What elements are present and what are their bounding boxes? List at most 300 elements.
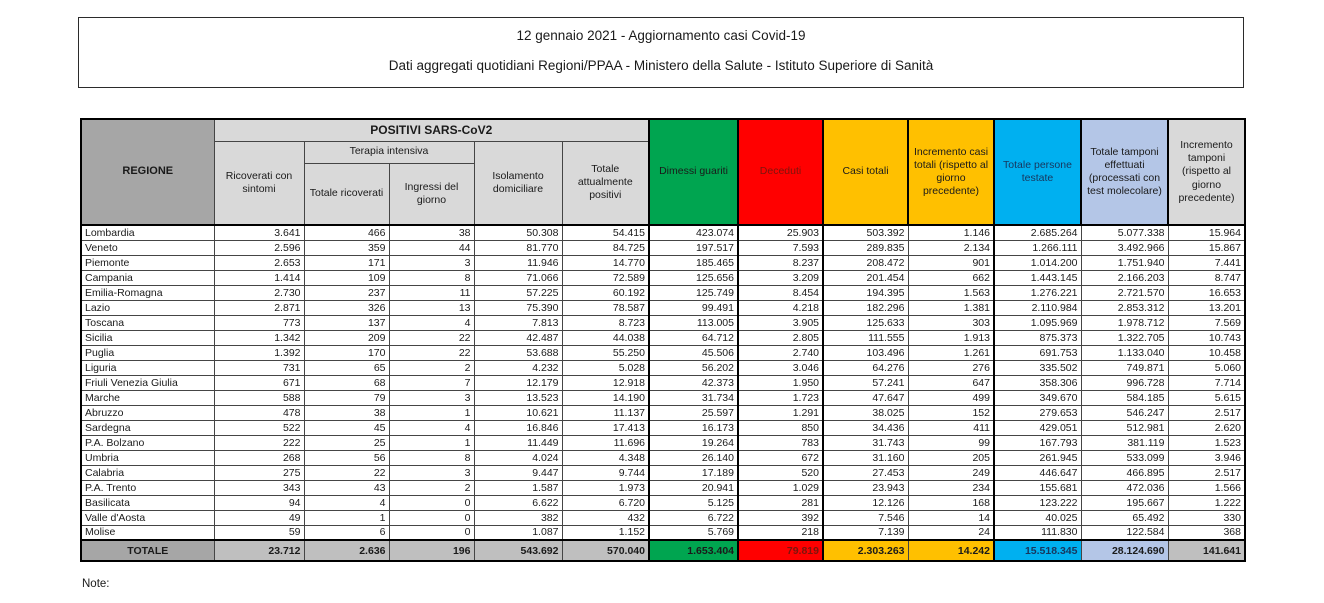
table-row	[81, 525, 1245, 540]
value-cell: 289.835	[823, 240, 908, 255]
value-cell: 472.036	[1081, 480, 1168, 495]
table-row	[81, 420, 1245, 435]
value-cell: 125.749	[649, 285, 738, 300]
value-cell: 168	[908, 495, 994, 510]
value-cell: 3	[389, 255, 474, 270]
value-cell: 4.218	[738, 300, 823, 315]
value-cell: 368	[1168, 525, 1245, 540]
value-cell: 50.308	[474, 225, 562, 240]
value-cell: 382	[474, 510, 562, 525]
value-cell: 261.945	[994, 450, 1081, 465]
totale-value-cell: 15.518.345	[994, 540, 1081, 561]
value-cell: 1.222	[1168, 495, 1245, 510]
totale-value-cell: 14.242	[908, 540, 994, 561]
value-cell: 11.449	[474, 435, 562, 450]
value-cell: 47.647	[823, 390, 908, 405]
table-row	[81, 480, 1245, 495]
value-cell: 268	[214, 450, 304, 465]
value-cell: 68	[304, 375, 389, 390]
value-cell: 330	[1168, 510, 1245, 525]
totale-value-cell: 1.653.404	[649, 540, 738, 561]
title-box	[78, 17, 1244, 88]
value-cell: 13	[389, 300, 474, 315]
header-regione: REGIONE	[81, 119, 214, 225]
table-row	[81, 360, 1245, 375]
value-cell: 5.028	[562, 360, 649, 375]
totale-row	[81, 540, 1245, 561]
value-cell: 1	[304, 510, 389, 525]
value-cell: 16.173	[649, 420, 738, 435]
value-cell: 122.584	[1081, 525, 1168, 540]
value-cell: 1.381	[908, 300, 994, 315]
value-cell: 1.950	[738, 375, 823, 390]
value-cell: 72.589	[562, 270, 649, 285]
value-cell: 17.189	[649, 465, 738, 480]
totale-value-cell: 23.712	[214, 540, 304, 561]
value-cell: 584.185	[1081, 390, 1168, 405]
value-cell: 185.465	[649, 255, 738, 270]
value-cell: 2.653	[214, 255, 304, 270]
value-cell: 12.126	[823, 495, 908, 510]
table-row	[81, 240, 1245, 255]
value-cell: 7	[389, 375, 474, 390]
value-cell: 11.137	[562, 405, 649, 420]
value-cell: 749.871	[1081, 360, 1168, 375]
value-cell: 2.517	[1168, 465, 1245, 480]
region-cell: Sardegna	[81, 420, 214, 435]
value-cell: 22	[389, 330, 474, 345]
value-cell: 12.918	[562, 375, 649, 390]
value-cell: 2.853.312	[1081, 300, 1168, 315]
value-cell: 3.209	[738, 270, 823, 285]
note-label: Note:	[82, 578, 110, 590]
value-cell: 13.523	[474, 390, 562, 405]
value-cell: 6.720	[562, 495, 649, 510]
value-cell: 22	[389, 345, 474, 360]
value-cell: 1.978.712	[1081, 315, 1168, 330]
value-cell: 2.596	[214, 240, 304, 255]
totale-value-cell: 196	[389, 540, 474, 561]
region-cell: Umbria	[81, 450, 214, 465]
value-cell: 343	[214, 480, 304, 495]
value-cell: 111.830	[994, 525, 1081, 540]
value-cell: 197.517	[649, 240, 738, 255]
totale-value-cell: 28.124.690	[1081, 540, 1168, 561]
value-cell: 5.769	[649, 525, 738, 540]
value-cell: 57.225	[474, 285, 562, 300]
value-cell: 10.621	[474, 405, 562, 420]
value-cell: 137	[304, 315, 389, 330]
value-cell: 1.276.221	[994, 285, 1081, 300]
header-terapia-intensiva: Terapia intensiva	[304, 141, 474, 163]
value-cell: 15.867	[1168, 240, 1245, 255]
table-row	[81, 390, 1245, 405]
value-cell: 3.641	[214, 225, 304, 240]
value-cell: 446.647	[994, 465, 1081, 480]
value-cell: 11.946	[474, 255, 562, 270]
value-cell: 12.179	[474, 375, 562, 390]
value-cell: 392	[738, 510, 823, 525]
value-cell: 1.414	[214, 270, 304, 285]
value-cell: 1.146	[908, 225, 994, 240]
value-cell: 773	[214, 315, 304, 330]
region-cell: P.A. Trento	[81, 480, 214, 495]
value-cell: 3.905	[738, 315, 823, 330]
value-cell: 6	[304, 525, 389, 540]
value-cell: 9.447	[474, 465, 562, 480]
value-cell: 0	[389, 510, 474, 525]
value-cell: 42.373	[649, 375, 738, 390]
value-cell: 503.392	[823, 225, 908, 240]
value-cell: 1.291	[738, 405, 823, 420]
table-row	[81, 315, 1245, 330]
value-cell: 7.546	[823, 510, 908, 525]
region-cell: Calabria	[81, 465, 214, 480]
totale-value-cell: 141.641	[1168, 540, 1245, 561]
region-cell: Campania	[81, 270, 214, 285]
value-cell: 7.593	[738, 240, 823, 255]
table-header	[81, 119, 1245, 225]
value-cell: 281	[738, 495, 823, 510]
value-cell: 5.615	[1168, 390, 1245, 405]
value-cell: 2	[389, 360, 474, 375]
value-cell: 1.563	[908, 285, 994, 300]
value-cell: 1.322.705	[1081, 330, 1168, 345]
value-cell: 2.685.264	[994, 225, 1081, 240]
value-cell: 25	[304, 435, 389, 450]
value-cell: 478	[214, 405, 304, 420]
value-cell: 546.247	[1081, 405, 1168, 420]
value-cell: 2.166.203	[1081, 270, 1168, 285]
value-cell: 1	[389, 405, 474, 420]
value-cell: 14.190	[562, 390, 649, 405]
value-cell: 1.261	[908, 345, 994, 360]
value-cell: 2	[389, 480, 474, 495]
covid-table	[80, 118, 1246, 562]
value-cell: 125.633	[823, 315, 908, 330]
value-cell: 533.099	[1081, 450, 1168, 465]
value-cell: 1.443.145	[994, 270, 1081, 285]
value-cell: 81.770	[474, 240, 562, 255]
value-cell: 466.895	[1081, 465, 1168, 480]
value-cell: 2.517	[1168, 405, 1245, 420]
value-cell: 411	[908, 420, 994, 435]
value-cell: 2.730	[214, 285, 304, 300]
value-cell: 201.454	[823, 270, 908, 285]
value-cell: 2.721.570	[1081, 285, 1168, 300]
value-cell: 31.160	[823, 450, 908, 465]
value-cell: 45	[304, 420, 389, 435]
value-cell: 234	[908, 480, 994, 495]
value-cell: 4	[389, 420, 474, 435]
value-cell: 1.723	[738, 390, 823, 405]
header-incremento-tamponi: Incremento tamponi (rispetto al giorno precedente)	[1168, 119, 1245, 225]
value-cell: 14.770	[562, 255, 649, 270]
value-cell: 23.943	[823, 480, 908, 495]
header-totale-ricoverati: Totale ricoverati	[304, 163, 389, 225]
region-cell: P.A. Bolzano	[81, 435, 214, 450]
totale-value-cell: 543.692	[474, 540, 562, 561]
value-cell: 123.222	[994, 495, 1081, 510]
title-line-1: 12 gennaio 2021 - Aggiornamento casi Covid-19	[516, 28, 806, 43]
region-cell: Friuli Venezia Giulia	[81, 375, 214, 390]
value-cell: 17.413	[562, 420, 649, 435]
value-cell: 1.913	[908, 330, 994, 345]
value-cell: 9.744	[562, 465, 649, 480]
value-cell: 8.454	[738, 285, 823, 300]
value-cell: 522	[214, 420, 304, 435]
value-cell: 7.441	[1168, 255, 1245, 270]
value-cell: 3.492.966	[1081, 240, 1168, 255]
value-cell: 0	[389, 525, 474, 540]
value-cell: 2.110.984	[994, 300, 1081, 315]
value-cell: 237	[304, 285, 389, 300]
value-cell: 3.046	[738, 360, 823, 375]
value-cell: 512.981	[1081, 420, 1168, 435]
region-cell: Sicilia	[81, 330, 214, 345]
value-cell: 588	[214, 390, 304, 405]
value-cell: 1.342	[214, 330, 304, 345]
value-cell: 326	[304, 300, 389, 315]
value-cell: 3	[389, 390, 474, 405]
value-cell: 45.506	[649, 345, 738, 360]
value-cell: 103.496	[823, 345, 908, 360]
value-cell: 205	[908, 450, 994, 465]
value-cell: 167.793	[994, 435, 1081, 450]
region-cell: Abruzzo	[81, 405, 214, 420]
value-cell: 303	[908, 315, 994, 330]
value-cell: 731	[214, 360, 304, 375]
totale-value-cell: 570.040	[562, 540, 649, 561]
value-cell: 4.232	[474, 360, 562, 375]
table-row	[81, 510, 1245, 525]
value-cell: 499	[908, 390, 994, 405]
table-row	[81, 435, 1245, 450]
value-cell: 155.681	[994, 480, 1081, 495]
value-cell: 8.237	[738, 255, 823, 270]
value-cell: 22	[304, 465, 389, 480]
value-cell: 335.502	[994, 360, 1081, 375]
value-cell: 56	[304, 450, 389, 465]
table-row	[81, 450, 1245, 465]
totale-label-cell: TOTALE	[81, 540, 214, 561]
totale-value-cell: 79.819	[738, 540, 823, 561]
value-cell: 44.038	[562, 330, 649, 345]
value-cell: 31.734	[649, 390, 738, 405]
value-cell: 850	[738, 420, 823, 435]
value-cell: 195.667	[1081, 495, 1168, 510]
value-cell: 429.051	[994, 420, 1081, 435]
value-cell: 1.095.969	[994, 315, 1081, 330]
value-cell: 8	[389, 270, 474, 285]
region-cell: Veneto	[81, 240, 214, 255]
value-cell: 1.523	[1168, 435, 1245, 450]
value-cell: 31.743	[823, 435, 908, 450]
value-cell: 152	[908, 405, 994, 420]
value-cell: 783	[738, 435, 823, 450]
region-cell: Liguria	[81, 360, 214, 375]
header-totale-positivi: Totale attualmente positivi	[562, 141, 649, 225]
value-cell: 94	[214, 495, 304, 510]
value-cell: 4	[304, 495, 389, 510]
value-cell: 64.276	[823, 360, 908, 375]
header-tamponi-effettuati: Totale tamponi effettuati (processati con test molecolare)	[1081, 119, 1168, 225]
value-cell: 38.025	[823, 405, 908, 420]
value-cell: 64.712	[649, 330, 738, 345]
value-cell: 71.066	[474, 270, 562, 285]
value-cell: 208.472	[823, 255, 908, 270]
value-cell: 4	[389, 315, 474, 330]
table-row	[81, 285, 1245, 300]
value-cell: 19.264	[649, 435, 738, 450]
value-cell: 2.871	[214, 300, 304, 315]
value-cell: 78.587	[562, 300, 649, 315]
value-cell: 99	[908, 435, 994, 450]
value-cell: 901	[908, 255, 994, 270]
value-cell: 65.492	[1081, 510, 1168, 525]
value-cell: 0	[389, 495, 474, 510]
value-cell: 5.060	[1168, 360, 1245, 375]
value-cell: 1	[389, 435, 474, 450]
value-cell: 1.751.940	[1081, 255, 1168, 270]
table-row	[81, 465, 1245, 480]
value-cell: 662	[908, 270, 994, 285]
value-cell: 54.415	[562, 225, 649, 240]
value-cell: 3	[389, 465, 474, 480]
value-cell: 25.597	[649, 405, 738, 420]
region-cell: Basilicata	[81, 495, 214, 510]
value-cell: 40.025	[994, 510, 1081, 525]
value-cell: 222	[214, 435, 304, 450]
table-row	[81, 375, 1245, 390]
value-cell: 109	[304, 270, 389, 285]
value-cell: 79	[304, 390, 389, 405]
value-cell: 276	[908, 360, 994, 375]
value-cell: 57.241	[823, 375, 908, 390]
value-cell: 1.029	[738, 480, 823, 495]
header-incremento-casi: Incremento casi totali (rispetto al giorno precedente)	[908, 119, 994, 225]
value-cell: 7.569	[1168, 315, 1245, 330]
totale-value-cell: 2.303.263	[823, 540, 908, 561]
value-cell: 423.074	[649, 225, 738, 240]
value-cell: 1.014.200	[994, 255, 1081, 270]
value-cell: 3.946	[1168, 450, 1245, 465]
header-positivi-group: POSITIVI SARS-CoV2	[214, 119, 649, 141]
header-persone-testate: Totale persone testate	[994, 119, 1081, 225]
value-cell: 14	[908, 510, 994, 525]
value-cell: 1.087	[474, 525, 562, 540]
value-cell: 2.740	[738, 345, 823, 360]
value-cell: 59	[214, 525, 304, 540]
value-cell: 182.296	[823, 300, 908, 315]
value-cell: 10.743	[1168, 330, 1245, 345]
value-cell: 42.487	[474, 330, 562, 345]
value-cell: 8.723	[562, 315, 649, 330]
header-casi-totali: Casi totali	[823, 119, 908, 225]
region-cell: Lazio	[81, 300, 214, 315]
value-cell: 4.348	[562, 450, 649, 465]
region-cell: Molise	[81, 525, 214, 540]
value-cell: 25.903	[738, 225, 823, 240]
value-cell: 1.266.111	[994, 240, 1081, 255]
value-cell: 113.005	[649, 315, 738, 330]
table-row	[81, 405, 1245, 420]
value-cell: 11.696	[562, 435, 649, 450]
region-cell: Puglia	[81, 345, 214, 360]
value-cell: 875.373	[994, 330, 1081, 345]
value-cell: 38	[304, 405, 389, 420]
header-dimessi-guariti: Dimessi guariti	[649, 119, 738, 225]
value-cell: 520	[738, 465, 823, 480]
value-cell: 6.622	[474, 495, 562, 510]
value-cell: 7.139	[823, 525, 908, 540]
value-cell: 381.119	[1081, 435, 1168, 450]
value-cell: 44	[389, 240, 474, 255]
value-cell: 16.653	[1168, 285, 1245, 300]
value-cell: 194.395	[823, 285, 908, 300]
value-cell: 26.140	[649, 450, 738, 465]
value-cell: 671	[214, 375, 304, 390]
value-cell: 170	[304, 345, 389, 360]
value-cell: 8.747	[1168, 270, 1245, 285]
value-cell: 218	[738, 525, 823, 540]
value-cell: 16.846	[474, 420, 562, 435]
value-cell: 7.714	[1168, 375, 1245, 390]
value-cell: 1.566	[1168, 480, 1245, 495]
value-cell: 56.202	[649, 360, 738, 375]
table-row	[81, 495, 1245, 510]
value-cell: 4.024	[474, 450, 562, 465]
region-cell: Lombardia	[81, 225, 214, 240]
value-cell: 209	[304, 330, 389, 345]
region-cell: Toscana	[81, 315, 214, 330]
value-cell: 2.620	[1168, 420, 1245, 435]
value-cell: 49	[214, 510, 304, 525]
table-row	[81, 330, 1245, 345]
value-cell: 1.152	[562, 525, 649, 540]
value-cell: 43	[304, 480, 389, 495]
value-cell: 1.587	[474, 480, 562, 495]
value-cell: 53.688	[474, 345, 562, 360]
value-cell: 11	[389, 285, 474, 300]
value-cell: 249	[908, 465, 994, 480]
value-cell: 1.973	[562, 480, 649, 495]
table-row	[81, 225, 1245, 240]
value-cell: 432	[562, 510, 649, 525]
value-cell: 171	[304, 255, 389, 270]
value-cell: 27.453	[823, 465, 908, 480]
value-cell: 672	[738, 450, 823, 465]
value-cell: 2.134	[908, 240, 994, 255]
table-body	[81, 225, 1245, 561]
value-cell: 691.753	[994, 345, 1081, 360]
value-cell: 1.133.040	[1081, 345, 1168, 360]
header-ingressi-giorno: Ingressi del giorno	[389, 163, 474, 225]
header-deceduti: Deceduti	[738, 119, 823, 225]
value-cell: 13.201	[1168, 300, 1245, 315]
table-row	[81, 300, 1245, 315]
region-cell: Emilia-Romagna	[81, 285, 214, 300]
value-cell: 1.392	[214, 345, 304, 360]
value-cell: 647	[908, 375, 994, 390]
value-cell: 99.491	[649, 300, 738, 315]
value-cell: 5.077.338	[1081, 225, 1168, 240]
value-cell: 996.728	[1081, 375, 1168, 390]
region-cell: Marche	[81, 390, 214, 405]
value-cell: 111.555	[823, 330, 908, 345]
value-cell: 55.250	[562, 345, 649, 360]
table-row	[81, 345, 1245, 360]
